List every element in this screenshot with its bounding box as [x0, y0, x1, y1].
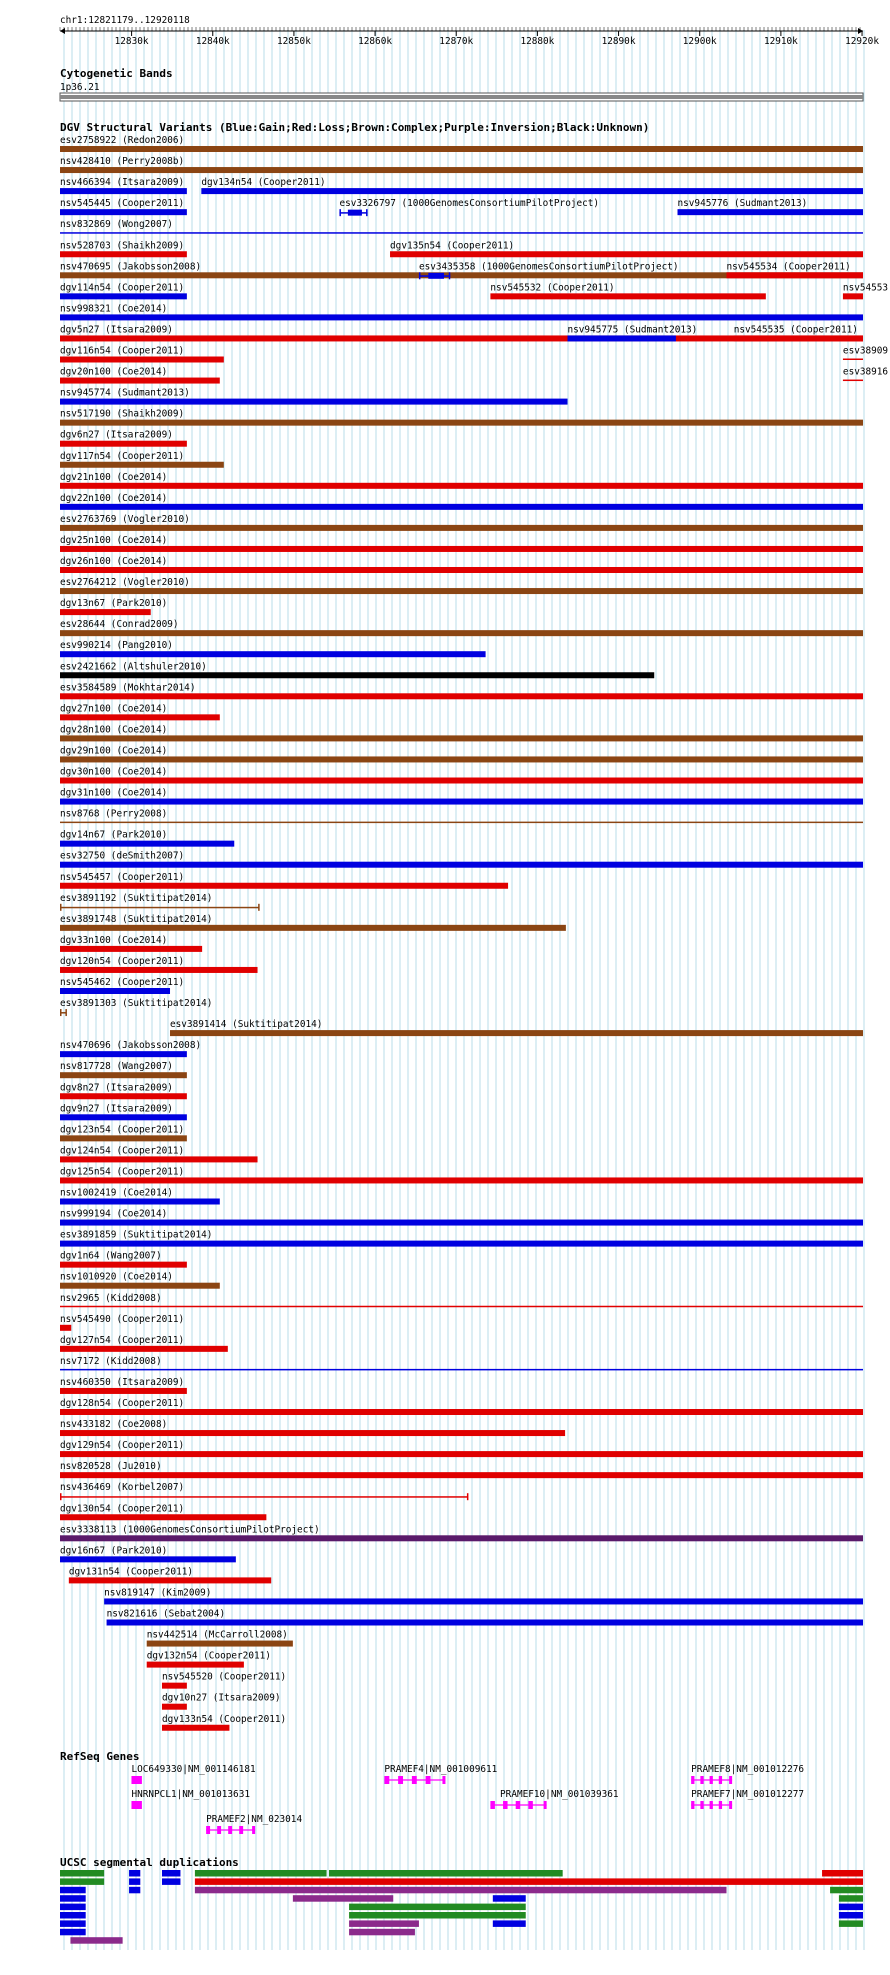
variant-bar[interactable] [104, 1598, 863, 1604]
gene-exon [700, 1801, 703, 1809]
variant-label[interactable]: dgv114n54 (Cooper2011) [60, 282, 185, 294]
variant-label[interactable]: esv3338113 (1000GenomesConsortiumPilotProject) [60, 1524, 320, 1536]
variant-label[interactable]: nsv428410 (Perry2008b) [60, 156, 185, 168]
segdup-block[interactable] [60, 1895, 86, 1902]
variant-bar[interactable] [60, 1388, 187, 1394]
variant-label[interactable]: dgv8n27 (Itsara2009) [60, 1082, 173, 1094]
variant-bar-end [467, 1493, 469, 1500]
variant-label[interactable]: nsv945774 (Sudmant2013) [60, 387, 190, 399]
variant-label[interactable]: nsv819147 (Kim2009) [104, 1587, 212, 1599]
segdup-block[interactable] [162, 1878, 180, 1885]
variant-bar[interactable] [60, 1114, 187, 1120]
variant-bar[interactable] [60, 525, 863, 531]
variant-label[interactable]: dgv116n54 (Cooper2011) [60, 345, 185, 357]
variant-bar[interactable] [60, 1093, 187, 1099]
variant-bar-end [366, 209, 368, 216]
variant-bar[interactable] [60, 399, 567, 405]
variant-label[interactable]: dgv26n100 (Coe2014) [60, 556, 168, 567]
variant-bar[interactable] [60, 735, 863, 741]
variant-label[interactable]: nsv8768 (Perry2008) [60, 808, 168, 820]
variant-bar[interactable] [60, 357, 224, 363]
cytoband-fill [60, 95, 863, 99]
segdup-block[interactable] [60, 1878, 104, 1885]
variant-bar[interactable] [60, 1283, 220, 1289]
variant-bar-end [65, 1009, 67, 1016]
segdup-block[interactable] [60, 1920, 86, 1927]
variant-bar[interactable] [60, 1369, 863, 1371]
variant-label[interactable]: nsv545532 (Cooper2011) [490, 282, 615, 294]
variant-bar[interactable] [107, 1620, 863, 1626]
variant-bar[interactable] [60, 314, 863, 320]
segdup-block[interactable] [195, 1878, 863, 1885]
segdup-track[interactable] [60, 1870, 863, 1944]
variant-bar[interactable] [726, 272, 863, 278]
variant-label[interactable]: dgv22n100 (Coe2014) [60, 492, 168, 504]
variant-label[interactable]: nsv817728 (Wang2007) [60, 1061, 173, 1073]
variant-bar[interactable] [60, 1409, 863, 1415]
variant-bar[interactable] [60, 1346, 228, 1352]
segdup-block[interactable] [493, 1920, 526, 1927]
variant-label[interactable]: nsv545462 (Cooper2011) [60, 977, 185, 988]
gene-exon [719, 1776, 722, 1784]
gene-exon [217, 1826, 221, 1834]
gene-exon [412, 1776, 417, 1784]
gene-exon [426, 1776, 431, 1784]
variant-bar[interactable] [60, 462, 224, 468]
variant-label[interactable]: esv28644 (Conrad2009) [60, 619, 179, 631]
variant-bar[interactable] [60, 1220, 863, 1226]
variant-bar-end [258, 904, 260, 911]
variant-label[interactable]: nsv517190 (Shaikh2009) [60, 408, 185, 420]
variant-label[interactable]: esv3891859 (Suktitipat2014) [60, 1229, 213, 1241]
segdup-block[interactable] [60, 1870, 104, 1877]
variant-bar[interactable] [60, 883, 508, 889]
variant-bar[interactable] [734, 335, 863, 341]
variant-label[interactable]: nsv545490 (Cooper2011) [60, 1313, 185, 1325]
scale-ruler[interactable] [60, 27, 879, 47]
variant-bar[interactable] [843, 359, 863, 361]
variant-label[interactable]: nsv470696 (Jakobsson2008) [60, 1040, 202, 1052]
variant-bar[interactable] [428, 273, 444, 279]
variant-label[interactable]: dgv30n100 (Coe2014) [60, 766, 168, 778]
variant-label[interactable]: nsv821616 (Sebat2004) [106, 1608, 226, 1620]
variant-label[interactable]: nsv1002419 (Coe2014) [60, 1187, 173, 1199]
segdup-block[interactable] [129, 1887, 140, 1894]
variant-label[interactable]: esv3891303 (Suktitipat2014) [60, 998, 213, 1010]
variant-bar[interactable] [60, 188, 187, 194]
segdup-block[interactable] [293, 1895, 393, 1902]
gene-exon [503, 1801, 507, 1809]
variant-bar[interactable] [60, 1051, 187, 1057]
variant-label[interactable]: nsv1010920 (Coe2014) [60, 1271, 173, 1283]
variant-bar-start [60, 904, 62, 911]
variant-label[interactable]: nsv998321 (Coe2014) [60, 303, 168, 315]
gene-label[interactable]: PRAMEF8|NM_001012276 [691, 1764, 805, 1775]
segdup-block[interactable] [839, 1912, 863, 1919]
gene-exon [228, 1826, 232, 1834]
ruler-tick-label: 12870k [439, 36, 474, 47]
variant-bar[interactable] [170, 1030, 863, 1036]
variant-bar[interactable] [60, 167, 863, 173]
refseq-track-title[interactable]: RefSeq Genes [60, 1750, 140, 1763]
variant-bar[interactable] [60, 1535, 863, 1541]
gene-label[interactable]: PRAMEF7|NM_001012277 [691, 1789, 805, 1800]
variant-label[interactable]: esv38916 [842, 366, 889, 378]
variant-bar[interactable] [60, 1306, 863, 1308]
segdup-block[interactable] [60, 1929, 86, 1936]
variant-label[interactable]: dgv125n54 (Cooper2011) [60, 1166, 185, 1178]
variant-bar[interactable] [201, 188, 863, 194]
variant-bar[interactable] [162, 1704, 187, 1710]
variant-label[interactable]: esv2763769 (Vogler2010) [60, 513, 190, 525]
variant-label[interactable]: dgv10n27 (Itsara2009) [161, 1692, 281, 1704]
variant-bar-start [339, 209, 341, 216]
segdup-block[interactable] [195, 1870, 327, 1877]
segdup-block[interactable] [129, 1870, 140, 1877]
variant-label[interactable]: dgv124n54 (Cooper2011) [60, 1145, 185, 1157]
segdup-block[interactable] [839, 1895, 863, 1902]
gene-model[interactable] [490, 1801, 546, 1809]
segdup-block[interactable] [349, 1912, 526, 1919]
variant-bar[interactable] [567, 335, 675, 341]
variant-bar[interactable] [60, 1241, 863, 1247]
position-label: chr1:12821179..12920118 [60, 15, 190, 26]
gene-model[interactable] [131, 1776, 141, 1784]
gene-exon [729, 1776, 732, 1784]
gene-exon [710, 1776, 713, 1784]
segdup-block[interactable] [839, 1904, 863, 1911]
cytoband-label: 1p36.21 [60, 82, 100, 93]
variant-label[interactable]: dgv132n54 (Cooper2011) [146, 1650, 271, 1662]
variant-label[interactable]: dgv123n54 (Cooper2011) [60, 1124, 185, 1136]
variant-label[interactable]: dgv1n64 (Wang2007) [60, 1250, 162, 1262]
gene-label[interactable]: PRAMEF2|NM_023014 [206, 1814, 303, 1825]
gene-model[interactable] [384, 1776, 445, 1784]
gene-exon [490, 1801, 494, 1809]
variant-bar[interactable] [60, 630, 863, 636]
gene-exon [528, 1801, 532, 1809]
variant-bar[interactable] [147, 1662, 244, 1668]
variant-label[interactable]: nsv528703 (Shaikh2009) [60, 240, 185, 252]
gene-exon [691, 1801, 694, 1809]
gene-label[interactable]: HNRNPCL1|NM_001013631 [131, 1789, 250, 1800]
variant-bar[interactable] [60, 1472, 863, 1478]
variant-bar[interactable] [843, 380, 863, 382]
variant-bar[interactable] [60, 1496, 468, 1498]
ruler-tick-label: 12840k [195, 36, 230, 47]
refseq-track[interactable] [131, 1764, 804, 1834]
variant-label[interactable]: nsv820528 (Ju2010) [60, 1461, 162, 1473]
segdup-block[interactable] [839, 1920, 863, 1927]
variant-bar[interactable] [60, 1556, 236, 1562]
gene-exon [691, 1776, 694, 1784]
variant-bar[interactable] [348, 210, 362, 216]
variant-bar[interactable] [60, 209, 187, 215]
gene-label[interactable]: LOC649330|NM_001146181 [131, 1764, 256, 1775]
variant-bar[interactable] [60, 714, 220, 720]
variant-bar[interactable] [60, 567, 863, 573]
variant-bar[interactable] [60, 651, 486, 657]
variant-label[interactable]: dgv21n100 (Coe2014) [60, 471, 168, 483]
variant-label[interactable]: nsv436469 (Korbel2007) [60, 1482, 185, 1494]
variant-label[interactable]: nsv945776 (Sudmant2013) [677, 198, 808, 210]
variant-label[interactable]: nsv545535 (Cooper2011) [733, 324, 858, 336]
variant-label[interactable]: esv2764212 (Vogler2010) [60, 577, 190, 589]
variant-bar[interactable] [60, 799, 863, 805]
variant-bar[interactable] [60, 1325, 71, 1331]
gene-exon [544, 1801, 547, 1809]
variant-label[interactable]: esv990214 (Pang2010) [60, 640, 173, 652]
variant-label[interactable]: dgv27n100 (Coe2014) [60, 703, 168, 715]
segdup-block[interactable] [70, 1937, 122, 1944]
variant-bar[interactable] [60, 946, 202, 952]
variant-bar[interactable] [60, 420, 863, 426]
variant-label[interactable]: dgv134n54 (Cooper2011) [201, 177, 326, 189]
gene-exon [719, 1801, 722, 1809]
variant-bar[interactable] [60, 1177, 863, 1183]
variant-bar[interactable] [60, 1135, 187, 1141]
variant-label[interactable]: esv32750 (deSmith2007) [60, 850, 185, 862]
variant-label[interactable]: dgv9n27 (Itsara2009) [60, 1103, 173, 1115]
variant-bar[interactable] [60, 822, 863, 824]
variant-bar[interactable] [390, 251, 863, 257]
segdup-track-title[interactable]: UCSC segmental duplications [60, 1856, 239, 1869]
variant-bar[interactable] [60, 504, 863, 510]
variant-label[interactable]: esv3891748 (Suktitipat2014) [60, 913, 213, 925]
variant-bar[interactable] [843, 293, 863, 299]
variant-bar[interactable] [60, 546, 863, 552]
variant-label[interactable]: dgv28n100 (Coe2014) [60, 724, 168, 736]
segdup-block[interactable] [60, 1887, 86, 1894]
segdup-block[interactable] [493, 1895, 526, 1902]
variant-bar[interactable] [60, 146, 863, 152]
segdup-block[interactable] [129, 1878, 140, 1885]
gene-exon [729, 1801, 732, 1809]
gene-label[interactable]: PRAMEF10|NM_001039361 [500, 1789, 619, 1800]
segdup-block[interactable] [349, 1920, 419, 1927]
gene-exon [516, 1801, 520, 1809]
variant-label[interactable]: esv2758922 (Redon2006) [60, 135, 185, 146]
variant-label[interactable]: dgv5n27 (Itsara2009) [60, 324, 173, 336]
variant-label[interactable]: nsv945775 (Sudmant2013) [567, 324, 698, 336]
ruler-tick-label: 12850k [276, 36, 311, 47]
cytoband-track-title[interactable]: Cytogenetic Bands [60, 67, 173, 80]
variant-bar[interactable] [60, 1072, 187, 1078]
variant-label[interactable]: dgv130n54 (Cooper2011) [60, 1503, 185, 1515]
dgv-track-title[interactable]: DGV Structural Variants (Blue:Gain;Red:Loss;Brown:Complex;Purple:Inversion;Black:Unknown) [60, 121, 650, 134]
gene-model[interactable] [691, 1776, 732, 1784]
gene-model[interactable] [131, 1801, 141, 1809]
ruler-tick-label: 12890k [601, 36, 636, 47]
variant-label[interactable]: dgv29n100 (Coe2014) [60, 745, 168, 757]
variant-bar[interactable] [60, 988, 170, 994]
variant-label[interactable]: dgv16n67 (Park2010) [60, 1545, 168, 1557]
segdup-block[interactable] [329, 1870, 563, 1877]
variant-bar[interactable] [162, 1725, 229, 1731]
variant-bar[interactable] [69, 1577, 271, 1583]
variant-bar[interactable] [60, 378, 220, 384]
variant-bar[interactable] [60, 251, 187, 257]
ruler-tick-label: 12900k [682, 36, 717, 47]
variant-label[interactable]: dgv117n54 (Cooper2011) [60, 450, 185, 462]
segdup-block[interactable] [349, 1929, 415, 1936]
ruler-tick-label: 12910k [763, 36, 798, 47]
segdup-block[interactable] [830, 1887, 863, 1894]
variant-bar[interactable] [60, 1262, 187, 1268]
gene-exon [239, 1826, 243, 1834]
segdup-block[interactable] [195, 1887, 727, 1894]
variant-bar-end [449, 272, 451, 279]
variant-label[interactable]: dgv14n67 (Park2010) [60, 829, 168, 841]
variant-bar[interactable] [60, 841, 234, 847]
variant-bar[interactable] [147, 1641, 293, 1647]
variant-label[interactable]: nsv460350 (Itsara2009) [60, 1376, 185, 1388]
variant-label[interactable]: nsv545457 (Cooper2011) [60, 871, 185, 883]
variant-label[interactable]: nsv545534 (Cooper2011) [726, 261, 851, 273]
variant-label[interactable]: dgv13n67 (Park2010) [60, 598, 168, 610]
variant-bar[interactable] [60, 588, 863, 594]
ruler-tick-label: 12860k [358, 36, 393, 47]
gene-exon [398, 1776, 403, 1784]
variant-bar[interactable] [60, 1199, 220, 1205]
segdup-block[interactable] [349, 1904, 526, 1911]
variant-bar[interactable] [60, 967, 258, 973]
variant-label[interactable]: esv3326797 (1000GenomesConsortiumPilotProject) [339, 198, 600, 210]
variant-label[interactable]: dgv128n54 (Cooper2011) [60, 1398, 185, 1409]
variant-label[interactable]: nsv545520 (Cooper2011) [161, 1671, 287, 1683]
segdup-block[interactable] [60, 1912, 86, 1919]
gene-exon [710, 1801, 713, 1809]
variant-label[interactable]: nsv545445 (Cooper2011) [60, 198, 185, 210]
variant-label[interactable]: nsv433182 (Coe2008) [60, 1419, 168, 1431]
variant-bar[interactable] [60, 293, 187, 299]
gene-label[interactable]: PRAMEF4|NM_001009611 [384, 1764, 498, 1775]
variant-bar[interactable] [60, 672, 654, 678]
variant-label[interactable]: nsv999194 (Coe2014) [60, 1208, 168, 1220]
variant-label[interactable]: esv3435358 (1000GenomesConsortiumPilotProject) [418, 261, 679, 273]
variant-label[interactable]: dgv33n100 (Coe2014) [60, 934, 168, 946]
segdup-block[interactable] [822, 1870, 863, 1877]
variant-label[interactable]: esv3584589 (Mokhtar2014) [60, 682, 196, 694]
variant-bar[interactable] [162, 1683, 187, 1689]
variant-label[interactable]: dgv120n54 (Cooper2011) [60, 955, 185, 967]
variant-label[interactable]: nsv832869 (Wong2007) [60, 219, 173, 231]
variant-bar[interactable] [60, 1156, 258, 1162]
variant-label[interactable]: dgv31n100 (Coe2014) [60, 787, 168, 799]
variant-bar[interactable] [60, 693, 863, 699]
variant-bar[interactable] [60, 441, 187, 447]
variant-label[interactable]: dgv129n54 (Cooper2011) [60, 1440, 185, 1452]
variant-label[interactable]: nsv470695 (Jakobsson2008) [60, 261, 202, 273]
variant-label[interactable]: dgv6n27 (Itsara2009) [60, 429, 173, 441]
variant-bar-start [419, 272, 421, 279]
variant-label[interactable]: nsv2965 (Kidd2008) [60, 1292, 162, 1304]
variant-bar[interactable] [490, 293, 765, 299]
variant-bar[interactable] [60, 925, 566, 931]
variant-bar[interactable] [60, 1430, 565, 1436]
variant-bar[interactable] [60, 756, 863, 762]
variant-bar-start [60, 1009, 62, 1016]
variant-bar[interactable] [678, 209, 863, 215]
segdup-block[interactable] [162, 1870, 180, 1877]
variant-bar[interactable] [60, 1514, 266, 1520]
ruler-tick-label: 12830k [114, 36, 149, 47]
variant-bar[interactable] [60, 862, 863, 868]
variant-label[interactable]: dgv127n54 (Cooper2011) [60, 1334, 185, 1346]
ruler-tick-label: 12880k [520, 36, 555, 47]
variant-bar[interactable] [60, 907, 259, 909]
variant-label[interactable]: dgv133n54 (Cooper2011) [161, 1713, 287, 1725]
variant-label[interactable]: nsv54553 [842, 282, 889, 294]
variant-label[interactable]: esv38909 [842, 345, 889, 357]
variant-label[interactable]: dgv20n100 (Coe2014) [60, 366, 168, 378]
variant-label[interactable]: dgv25n100 (Coe2014) [60, 534, 168, 546]
variant-bar[interactable] [60, 483, 863, 489]
variant-label[interactable]: nsv442514 (McCarroll2008) [146, 1629, 288, 1641]
variant-label[interactable]: nsv466394 (Itsara2009) [60, 177, 185, 189]
variant-label[interactable]: nsv7172 (Kidd2008) [60, 1355, 162, 1367]
variant-label[interactable]: esv2421662 (Altshuler2010) [60, 661, 207, 673]
gene-exon [252, 1826, 255, 1834]
variant-bar-start [60, 1493, 62, 1500]
variant-bar[interactable] [60, 609, 151, 615]
gene-exon [700, 1776, 703, 1784]
variant-label[interactable]: esv3891414 (Suktitipat2014) [170, 1019, 323, 1031]
variant-label[interactable]: dgv135n54 (Cooper2011) [390, 240, 515, 252]
gene-exon [384, 1776, 389, 1784]
variant-bar[interactable] [60, 778, 863, 784]
variant-bar[interactable] [60, 1451, 863, 1457]
variant-bar[interactable] [60, 232, 863, 234]
gene-exon [206, 1826, 210, 1834]
gene-model[interactable] [691, 1801, 732, 1809]
gene-exon [442, 1776, 445, 1784]
ruler-tick-label: 12920k [845, 36, 879, 47]
variant-label[interactable]: esv3891192 (Suktitipat2014) [60, 892, 213, 904]
segdup-block[interactable] [60, 1904, 86, 1911]
variant-label[interactable]: dgv131n54 (Cooper2011) [68, 1566, 194, 1578]
